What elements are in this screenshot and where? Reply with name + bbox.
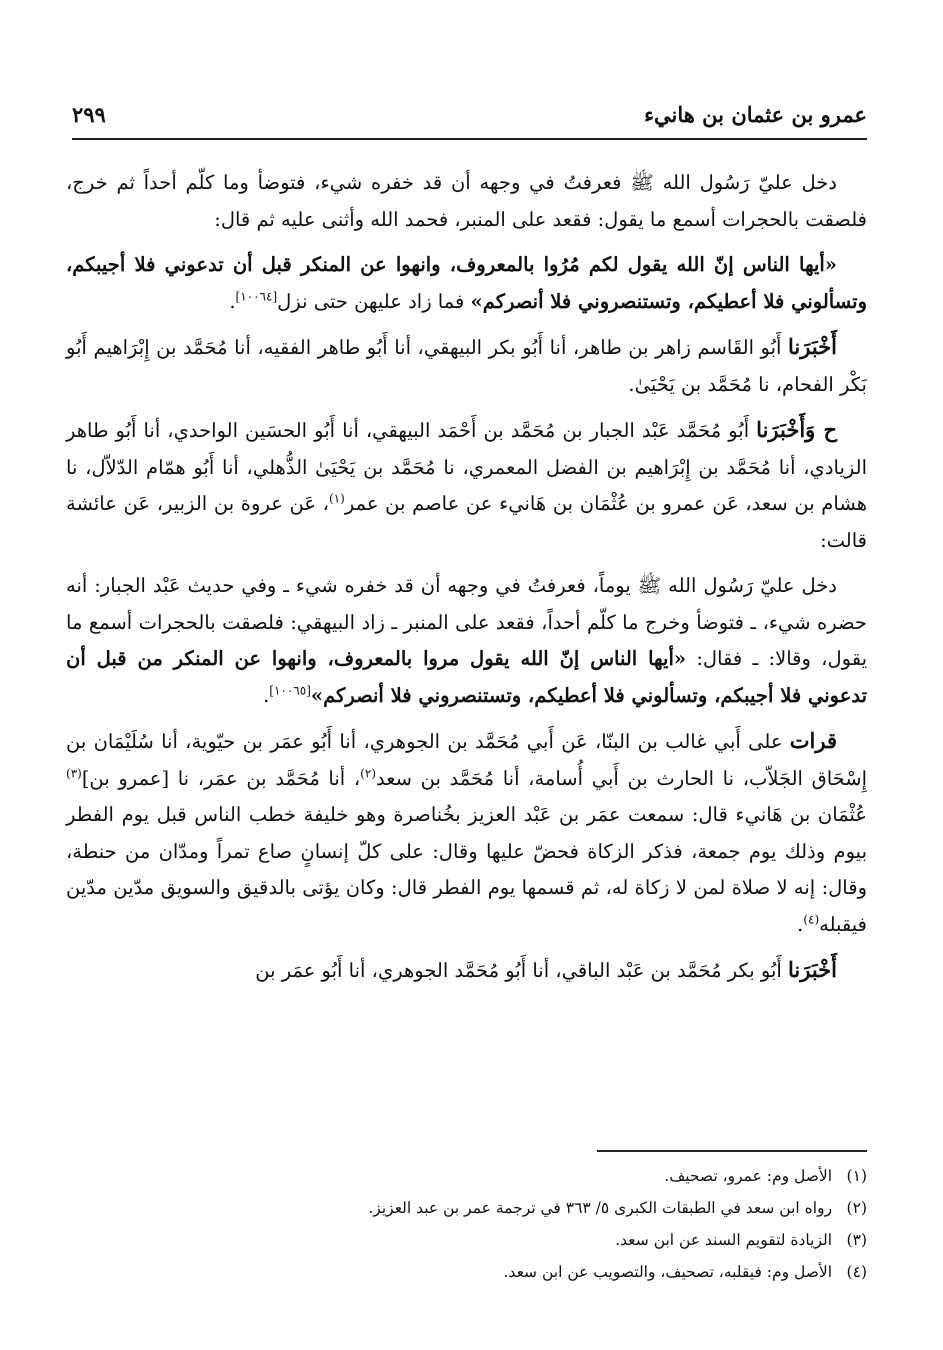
footnote-item xyxy=(76,1160,867,1192)
isnad-lead-word: ح وَأَخْبَرَنا xyxy=(756,417,837,442)
sentence-end: . xyxy=(263,683,270,707)
hadith-quote: «أيها الناس إنّ الله يقول مروا بالمعروف، وانهوا عن المنكر من قبل أن تدعوني فلا أجيبكم، وتسألوني فلا أعطيكم، وتستنصروني فلا أنصركم» xyxy=(66,647,867,707)
footnote-number: (٢) xyxy=(846,1199,867,1217)
footnote-number: (١) xyxy=(846,1167,867,1185)
paragraph-text: أَبُو القَاسم زاهر بن طاهر، أنا أَبُو بكر البيهقي، أنا أَبُو طاهر الفقيه، أنا مُحَمَّد بن إِبْرَاهيم أَبُو بَكْر الفحام، نا مُحَمَّد بن يَحْيَىٰ. xyxy=(66,336,867,396)
footnote-number: (٣) xyxy=(846,1231,867,1249)
paragraph-6 xyxy=(66,723,867,943)
isnad-lead-word: قرات xyxy=(789,728,837,753)
paragraph-1 xyxy=(66,165,867,238)
footnote-ref: (٣) xyxy=(66,766,82,780)
paragraph-text: فما زاد عليهن حتى نزل xyxy=(277,289,471,313)
isnad-lead-word: أَخْبَرَنا xyxy=(788,957,837,982)
paragraph-text: ، أنا مُحَمَّد بن عمَر، نا [عمرو بن] xyxy=(81,766,361,790)
isnad-lead-word: أَخْبَرَنا xyxy=(788,334,837,359)
footnote-ref: (٢) xyxy=(360,766,376,780)
running-title: عمرو بن عثمان بن هانيء xyxy=(644,102,867,127)
paragraph-text: أَبُو مُحَمَّد عَبْد الجبار بن مُحَمَّد بن أَحْمَد البيهقي، أنا أَبُو الحسَين الواحدي، أنا أَبُو طاهر الزيادي، أنا مُحَمَّد بن إِبْرَاهيم بن الفضل المعمري، نا مُحَمَّد بن يَحْيَىٰ الذُّهلي، أنا أَبُو همّام الدّلاّل، نا هشام بن سعد، عَن عمرو بن عُثْمَان بن هَانيء عن عاصم بن عمر xyxy=(66,419,867,515)
hadith-quote: «أيها الناس إنّ الله يقول لكم مُرُوا بالمعروف، وانهوا عن المنكر قبل أن تدعوني فلا أجيبكم، وتسألوني فلا أعطيكم، وتستنصروني فلا أنصركم» xyxy=(66,253,867,313)
paragraph-3 xyxy=(66,329,867,403)
footnote-text: الزيادة لتقويم السند عن ابن سعد. xyxy=(615,1231,833,1249)
footnote-text: الأصل وم: عمرو، تصحيف. xyxy=(664,1167,833,1185)
sentence-end: . xyxy=(229,289,236,313)
paragraph-text: عُثْمَان بن هَانيء قال: سمعت عمَر بن عَبْد العزيز بخُناصرة وهو خليفة خطب الناس قبل يوم الفطر بيوم وذلك يوم جمعة، فذكر الزكاة فحضّ عليها وقال: على كلّ إنسانٍ صاع تمراً ومدّان من حنطة، وقال: إنه لا صلاة لمن لا زكاة له، ثم قسمها يوم الفطر قال: وكان يؤتى بالدقيق والسويق مدّين مدّين فيقبله xyxy=(66,803,867,936)
page-number: ٢٩٩ xyxy=(72,102,106,127)
footnote-divider xyxy=(597,1150,867,1152)
paragraph-5 xyxy=(66,568,867,714)
main-text xyxy=(66,165,867,999)
footnote-item xyxy=(76,1256,867,1288)
hadith-number-ref: [١٠٠٦٥] xyxy=(269,683,311,697)
paragraph-text: أَبُو بكر مُحَمَّد بن عَبْد الباقي، أنا أَبُو مُحَمَّد الجوهري، أنا أَبُو عمَر بن xyxy=(255,959,789,982)
footnotes xyxy=(76,1150,867,1288)
paragraph-2 xyxy=(66,247,867,320)
footnote-item xyxy=(76,1224,867,1256)
paragraph-text: دخل عليّ رَسُول الله ﷺ يوماً، فعرفتُ في وجهه أن قد خفره شيء ـ وفي حديث عَبْد الجبار: أنه حضره شيء، ـ فتوضأ وخرج ما كلّم أحداً، فقعد على المنبر ـ زاد البيهقي: فلصقت بالحجرات أسمع ما يقول، وقالا: ـ فقال: xyxy=(66,574,868,670)
hadith-number-ref: [١٠٠٦٤] xyxy=(235,289,278,303)
footnote-ref: (١) xyxy=(328,491,345,506)
footnote-text: رواه ابن سعد في الطبقات الكبرى ٥/ ٣٦٣ في ترجمة عمر بن عبد العزيز. xyxy=(368,1199,833,1217)
footnote-ref: (٤) xyxy=(803,912,820,926)
paragraph-7 xyxy=(66,952,867,990)
footnote-text: الأصل وم: فيقلبه، تصحيف، والتصويب عن ابن سعد. xyxy=(503,1263,833,1281)
paragraph-4 xyxy=(66,412,867,559)
footnote-number: (٤) xyxy=(846,1263,867,1281)
sentence-end: . xyxy=(797,912,804,936)
paragraph-text: على أَبي غالب بن البنّا، عَن أَبي مُحَمَّد بن الجوهري، أنا أَبُو عمَر بن حيّوية، أنا سُلَيْمَان بن إِسْحَاق الجَلاّب، نا الحارث بن أَبي أُسامة، أنا مُحَمَّد بن سعد xyxy=(66,730,867,790)
paragraph-text: ، عَن عروة بن الزبير، عَن عائشة قالت: xyxy=(66,492,867,552)
paragraph-text: دخل عليّ رَسُول الله ﷺ فعرفتُ في وجهه أن قد خفره شيء، فتوضأ وما كلّم أحداً ثم خرج، فلصقت بالحجرات أسمع ما يقول: فقعد على المنبر، فحمد الله وأثنى عليه ثم قال: xyxy=(66,171,867,231)
footnote-item xyxy=(76,1192,867,1224)
page-header xyxy=(72,98,867,140)
